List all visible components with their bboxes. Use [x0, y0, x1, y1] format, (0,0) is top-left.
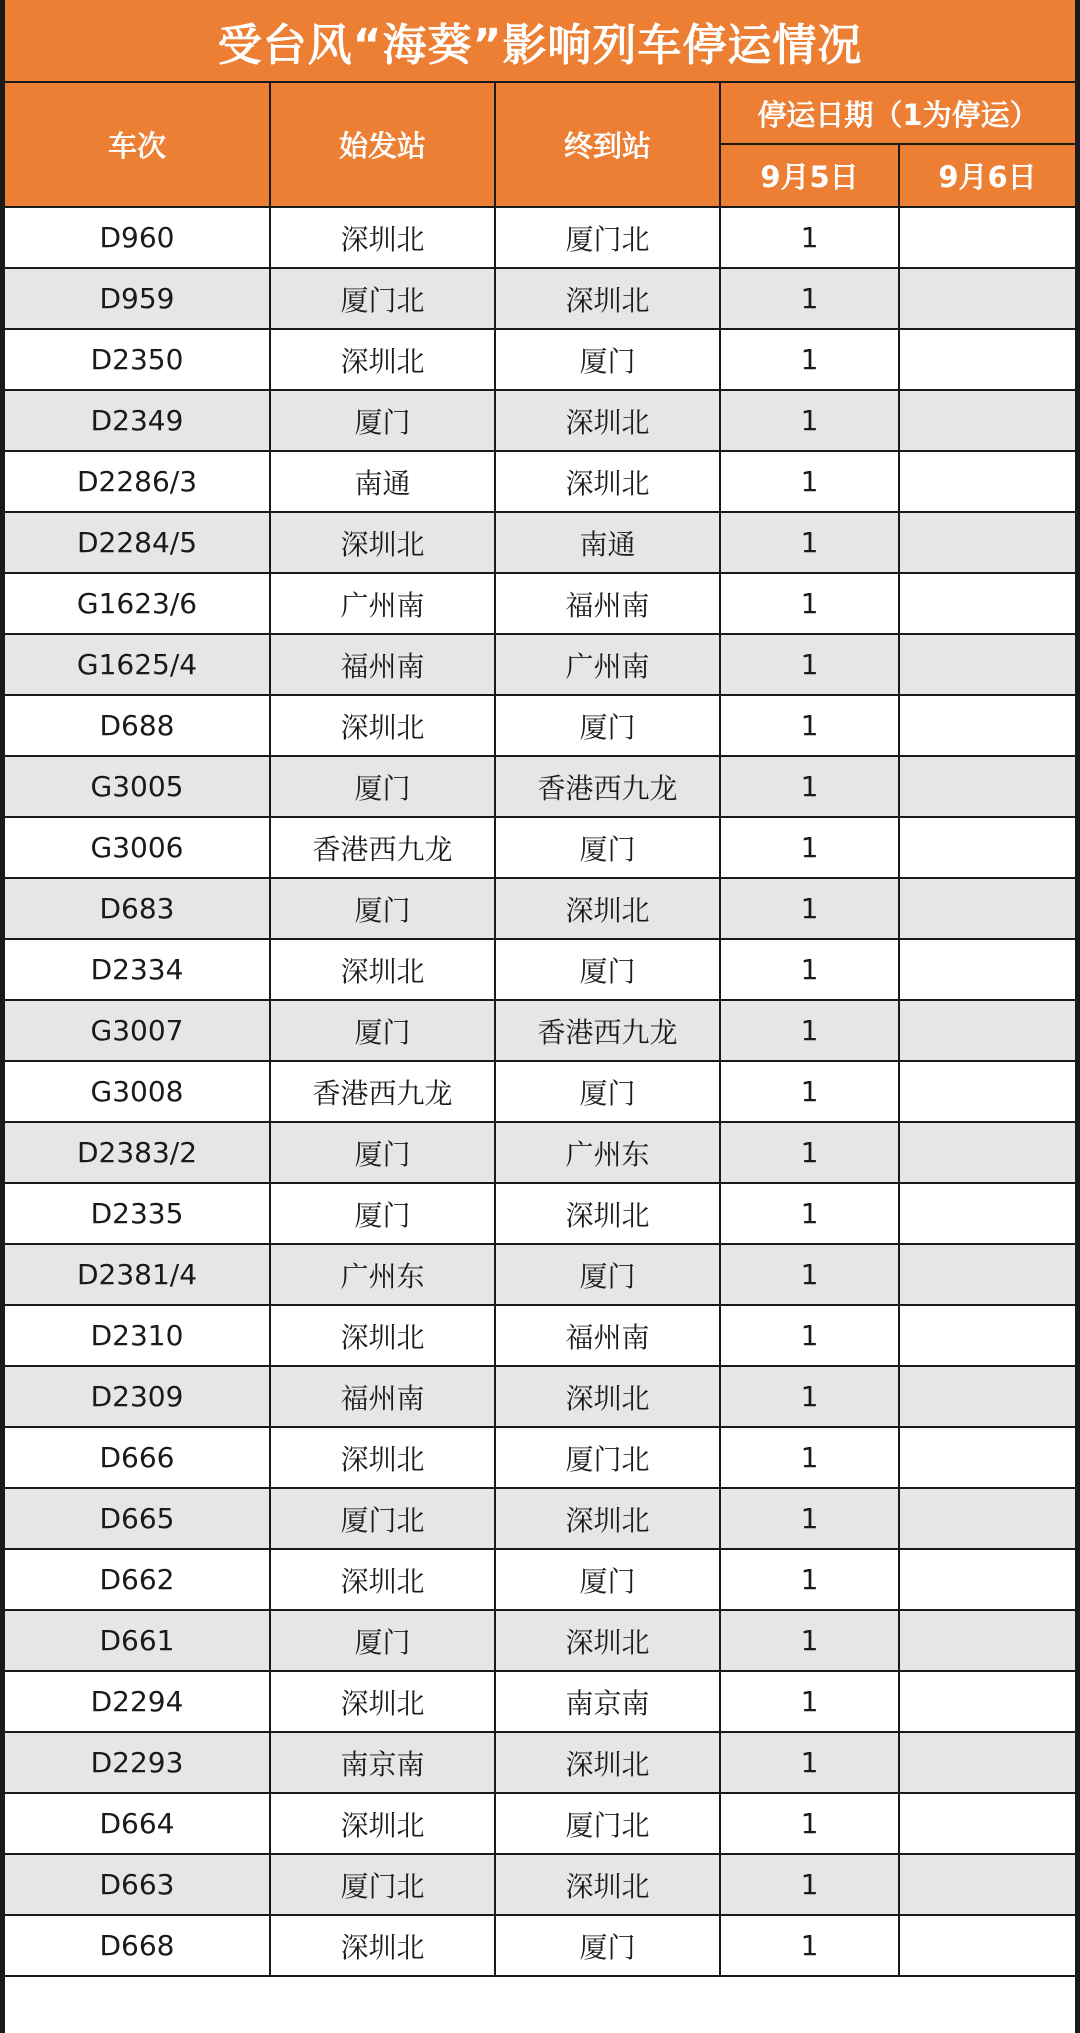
- cell-train: D959: [5, 268, 270, 329]
- table-row: [5, 1305, 1075, 1366]
- table-row: [5, 1488, 1075, 1549]
- cell-destination: 广州南: [495, 634, 720, 695]
- cell-train: D683: [5, 878, 270, 939]
- cell-origin: 深圳北: [270, 512, 495, 573]
- cell-stop-sep5: 1: [720, 1183, 899, 1244]
- cell-train: D665: [5, 1488, 270, 1549]
- cell-origin: 深圳北: [270, 939, 495, 1000]
- cell-stop-sep6: [899, 1366, 1075, 1427]
- cell-origin: 深圳北: [270, 1305, 495, 1366]
- header-destination: 终到站: [495, 83, 720, 207]
- table-row: [5, 1427, 1075, 1488]
- cell-origin: 厦门: [270, 1183, 495, 1244]
- cell-destination: 深圳北: [495, 451, 720, 512]
- cell-stop-sep6: [899, 695, 1075, 756]
- table-row: [5, 390, 1075, 451]
- table-row: [5, 1671, 1075, 1732]
- cell-stop-sep5: 1: [720, 390, 899, 451]
- cell-stop-sep6: [899, 1610, 1075, 1671]
- cell-stop-sep6: [899, 1427, 1075, 1488]
- header-date-sep5: 9月5日: [720, 144, 899, 207]
- cell-stop-sep5: 1: [720, 451, 899, 512]
- cell-origin: 深圳北: [270, 1427, 495, 1488]
- cell-stop-sep5: 1: [720, 268, 899, 329]
- cell-train: D2383/2: [5, 1122, 270, 1183]
- cell-train: D2334: [5, 939, 270, 1000]
- cell-origin: 南京南: [270, 1732, 495, 1793]
- cell-origin: 广州东: [270, 1244, 495, 1305]
- cell-train: G3005: [5, 756, 270, 817]
- cell-train: G3008: [5, 1061, 270, 1122]
- cell-train: G3007: [5, 1000, 270, 1061]
- cell-train: D2350: [5, 329, 270, 390]
- cell-destination: 厦门: [495, 939, 720, 1000]
- cell-origin: 厦门北: [270, 1854, 495, 1915]
- cell-destination: 深圳北: [495, 1854, 720, 1915]
- cell-stop-sep6: [899, 451, 1075, 512]
- cell-stop-sep6: [899, 268, 1075, 329]
- cell-origin: 厦门: [270, 1610, 495, 1671]
- cell-destination: 深圳北: [495, 1183, 720, 1244]
- cell-stop-sep5: 1: [720, 695, 899, 756]
- cell-stop-sep5: 1: [720, 634, 899, 695]
- table-row: [5, 756, 1075, 817]
- cell-destination: 深圳北: [495, 268, 720, 329]
- table-row: [5, 268, 1075, 329]
- cell-train: D2293: [5, 1732, 270, 1793]
- cell-origin: 福州南: [270, 634, 495, 695]
- cell-stop-sep6: [899, 1488, 1075, 1549]
- cell-origin: 深圳北: [270, 207, 495, 268]
- cell-destination: 深圳北: [495, 1610, 720, 1671]
- cell-stop-sep6: [899, 878, 1075, 939]
- cell-train: D688: [5, 695, 270, 756]
- table-row: [5, 817, 1075, 878]
- cell-train: D2294: [5, 1671, 270, 1732]
- cell-stop-sep6: [899, 1183, 1075, 1244]
- cell-stop-sep5: 1: [720, 939, 899, 1000]
- cell-destination: 厦门: [495, 1244, 720, 1305]
- cell-destination: 深圳北: [495, 390, 720, 451]
- cell-origin: 香港西九龙: [270, 1061, 495, 1122]
- cell-origin: 厦门: [270, 756, 495, 817]
- cell-destination: 厦门北: [495, 207, 720, 268]
- cell-destination: 厦门北: [495, 1793, 720, 1854]
- cell-destination: 深圳北: [495, 1732, 720, 1793]
- cell-origin: 深圳北: [270, 1549, 495, 1610]
- cell-stop-sep5: 1: [720, 878, 899, 939]
- table-row: [5, 878, 1075, 939]
- cell-stop-sep5: 1: [720, 1549, 899, 1610]
- cell-stop-sep6: [899, 1915, 1075, 1976]
- cell-stop-sep5: 1: [720, 1488, 899, 1549]
- cell-stop-sep5: 1: [720, 1610, 899, 1671]
- cell-destination: 福州南: [495, 1305, 720, 1366]
- cell-train: D2284/5: [5, 512, 270, 573]
- cell-stop-sep6: [899, 1549, 1075, 1610]
- cell-train: D2310: [5, 1305, 270, 1366]
- cell-stop-sep5: 1: [720, 1305, 899, 1366]
- table-row: [5, 329, 1075, 390]
- cell-destination: 厦门: [495, 1061, 720, 1122]
- cell-stop-sep6: [899, 1305, 1075, 1366]
- header-date-sep6: 9月6日: [899, 144, 1075, 207]
- header-origin: 始发站: [270, 83, 495, 207]
- cell-origin: 福州南: [270, 1366, 495, 1427]
- cell-origin: 厦门北: [270, 268, 495, 329]
- cell-stop-sep5: 1: [720, 329, 899, 390]
- cell-stop-sep5: 1: [720, 756, 899, 817]
- table-row: [5, 1549, 1075, 1610]
- table-row: [5, 1610, 1075, 1671]
- cell-stop-sep5: 1: [720, 1793, 899, 1854]
- table-row: [5, 207, 1075, 268]
- cell-stop-sep6: [899, 1122, 1075, 1183]
- cell-origin: 厦门北: [270, 1488, 495, 1549]
- cell-stop-sep6: [899, 756, 1075, 817]
- table-row: [5, 1915, 1075, 1976]
- cell-origin: 南通: [270, 451, 495, 512]
- cell-stop-sep6: [899, 817, 1075, 878]
- cell-stop-sep6: [899, 1000, 1075, 1061]
- cell-stop-sep5: 1: [720, 1671, 899, 1732]
- cell-destination: 厦门: [495, 329, 720, 390]
- cell-destination: 福州南: [495, 573, 720, 634]
- cell-stop-sep6: [899, 1061, 1075, 1122]
- table-row: [5, 695, 1075, 756]
- table-row: [5, 1366, 1075, 1427]
- cell-stop-sep6: [899, 329, 1075, 390]
- cell-destination: 厦门: [495, 817, 720, 878]
- cell-stop-sep6: [899, 512, 1075, 573]
- cell-train: D960: [5, 207, 270, 268]
- cell-train: D661: [5, 1610, 270, 1671]
- table-body: [5, 207, 1075, 1976]
- cell-stop-sep5: 1: [720, 1000, 899, 1061]
- table-row: [5, 573, 1075, 634]
- cell-stop-sep6: [899, 1732, 1075, 1793]
- cell-train: D2381/4: [5, 1244, 270, 1305]
- table-row: [5, 1244, 1075, 1305]
- cell-destination: 深圳北: [495, 1366, 720, 1427]
- table-row: [5, 1732, 1075, 1793]
- table-row: [5, 1000, 1075, 1061]
- cell-destination: 深圳北: [495, 1488, 720, 1549]
- cell-destination: 香港西九龙: [495, 756, 720, 817]
- cell-stop-sep5: 1: [720, 512, 899, 573]
- cell-stop-sep5: 1: [720, 1854, 899, 1915]
- cell-train: G1623/6: [5, 573, 270, 634]
- cell-destination: 南京南: [495, 1671, 720, 1732]
- cell-origin: 深圳北: [270, 1793, 495, 1854]
- table-row: [5, 939, 1075, 1000]
- cell-stop-sep6: [899, 1671, 1075, 1732]
- cell-stop-sep5: 1: [720, 1061, 899, 1122]
- table-header: [5, 83, 1075, 207]
- cell-stop-sep5: 1: [720, 1915, 899, 1976]
- cell-destination: 厦门: [495, 695, 720, 756]
- cell-destination: 厦门: [495, 1549, 720, 1610]
- table-row: [5, 1793, 1075, 1854]
- cell-stop-sep5: 1: [720, 817, 899, 878]
- cell-train: D2335: [5, 1183, 270, 1244]
- cell-train: D666: [5, 1427, 270, 1488]
- table-row: [5, 512, 1075, 573]
- cell-destination: 广州东: [495, 1122, 720, 1183]
- cell-origin: 深圳北: [270, 695, 495, 756]
- table-row: [5, 1061, 1075, 1122]
- cell-stop-sep5: 1: [720, 1366, 899, 1427]
- cell-stop-sep6: [899, 634, 1075, 695]
- cell-origin: 厦门: [270, 878, 495, 939]
- cell-stop-sep6: [899, 1854, 1075, 1915]
- header-train: 车次: [5, 83, 270, 207]
- cell-stop-sep5: 1: [720, 207, 899, 268]
- cell-destination: 深圳北: [495, 878, 720, 939]
- cell-stop-sep5: 1: [720, 1244, 899, 1305]
- cell-train: D2309: [5, 1366, 270, 1427]
- cell-stop-sep6: [899, 1244, 1075, 1305]
- cell-origin: 厦门: [270, 390, 495, 451]
- cell-train: G3006: [5, 817, 270, 878]
- cell-train: D668: [5, 1915, 270, 1976]
- cell-stop-sep6: [899, 939, 1075, 1000]
- suspension-table: [5, 83, 1075, 1977]
- page-title: 受台风“海葵”影响列车停运情况: [5, 0, 1075, 83]
- header-stop-date-group: 停运日期（1为停运）: [720, 83, 1075, 144]
- cell-destination: 香港西九龙: [495, 1000, 720, 1061]
- table-row: [5, 1854, 1075, 1915]
- cell-stop-sep5: 1: [720, 1427, 899, 1488]
- cell-train: D664: [5, 1793, 270, 1854]
- cell-origin: 厦门: [270, 1122, 495, 1183]
- cell-train: D662: [5, 1549, 270, 1610]
- cell-stop-sep5: 1: [720, 573, 899, 634]
- cell-origin: 深圳北: [270, 1915, 495, 1976]
- table-row: [5, 451, 1075, 512]
- table-row: [5, 1122, 1075, 1183]
- cell-stop-sep6: [899, 1793, 1075, 1854]
- cell-stop-sep5: 1: [720, 1122, 899, 1183]
- cell-stop-sep5: 1: [720, 1732, 899, 1793]
- table-row: [5, 1183, 1075, 1244]
- cell-train: D663: [5, 1854, 270, 1915]
- table-row: [5, 634, 1075, 695]
- cell-origin: 广州南: [270, 573, 495, 634]
- cell-train: D2349: [5, 390, 270, 451]
- cell-stop-sep6: [899, 390, 1075, 451]
- cell-origin: 厦门: [270, 1000, 495, 1061]
- cell-origin: 深圳北: [270, 1671, 495, 1732]
- cell-train: D2286/3: [5, 451, 270, 512]
- cell-origin: 深圳北: [270, 329, 495, 390]
- cell-train: G1625/4: [5, 634, 270, 695]
- cell-stop-sep6: [899, 207, 1075, 268]
- cell-destination: 厦门北: [495, 1427, 720, 1488]
- cell-origin: 香港西九龙: [270, 817, 495, 878]
- cell-destination: 厦门: [495, 1915, 720, 1976]
- cell-stop-sep6: [899, 573, 1075, 634]
- cell-destination: 南通: [495, 512, 720, 573]
